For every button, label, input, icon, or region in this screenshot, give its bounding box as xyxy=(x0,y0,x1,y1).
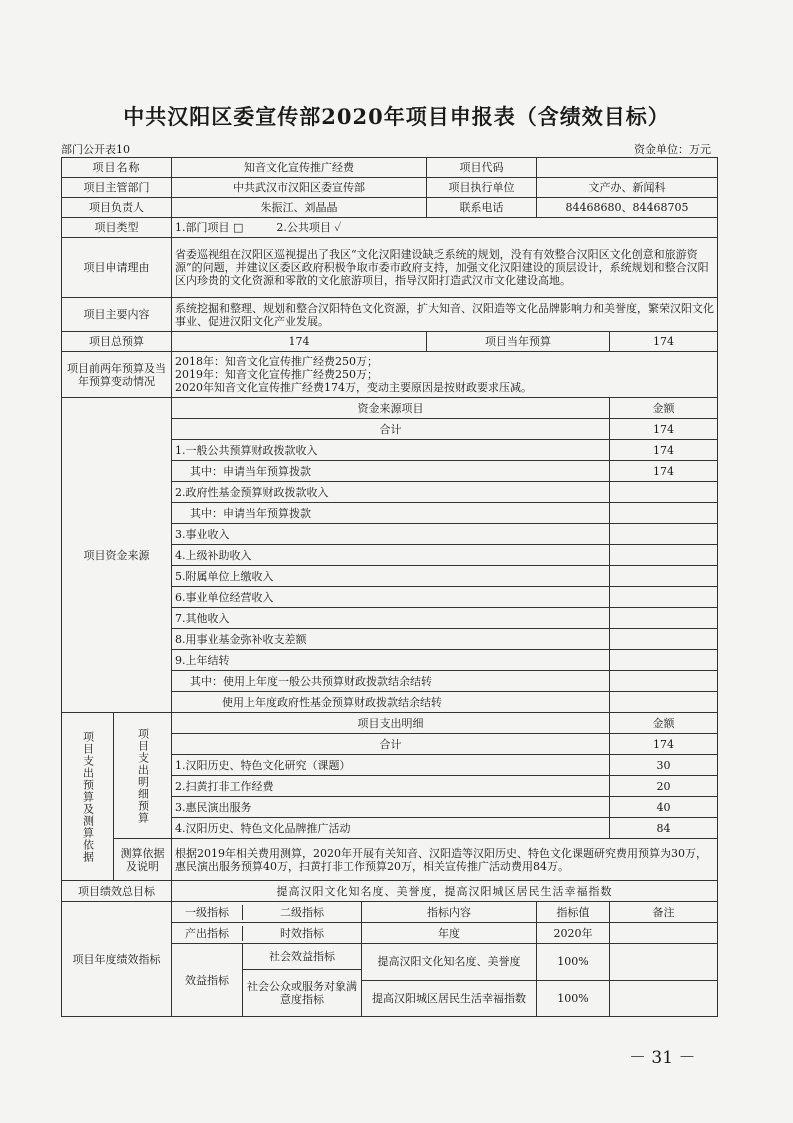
expense-row-item: 合计 xyxy=(172,734,610,755)
funding-row-item: 其中：申请当年预算拨款 xyxy=(172,503,610,524)
funding-row-item: 合计 xyxy=(172,419,610,440)
expense-row-amount: 84 xyxy=(610,818,718,839)
funding-row-amount xyxy=(610,482,718,503)
expense-row-amount: 174 xyxy=(610,734,718,755)
form-number: 部门公开表10 xyxy=(61,143,130,156)
content-text: 系统挖掘和整理、规划和整合汉阳特色文化资源，扩大知音、汉阳造等文化品牌影响力和美誉度，繁荣汉阳文化事业、促进汉阳文化产业发展。 xyxy=(172,298,718,332)
history-text xyxy=(172,352,718,398)
funding-row-amount xyxy=(610,587,718,608)
funding-row-amount xyxy=(610,503,718,524)
expense-row-amount: 40 xyxy=(610,797,718,818)
annual-row-l2: 社会效益指标 xyxy=(243,944,362,969)
content-label: 项目主要内容 xyxy=(62,298,172,332)
expense-inner-label-text: 项目支出明细预算 xyxy=(136,727,150,824)
annual-header xyxy=(172,902,362,923)
basis-label: 测算依据及说明 xyxy=(114,839,172,881)
annual-row-content: 年度 xyxy=(362,923,537,944)
history-line: 2020年知音文化宣传推广经费174万，变动主要原因是按财政要求压减。 xyxy=(175,381,532,394)
owner-label: 项目负责人 xyxy=(62,198,172,218)
annual-header-l1: 一级指标 xyxy=(172,905,243,920)
annual-row-content: 提高汉阳城区居民生活幸福指数 xyxy=(362,980,537,1017)
history-line: 2018年：知音文化宣传推广经费250万； xyxy=(175,355,378,368)
project-code-value xyxy=(537,158,718,178)
annual-row-l2: 社会公众或服务对象满意度指标 xyxy=(247,979,357,1006)
project-code-label: 项目代码 xyxy=(427,158,537,178)
type-value: 1.部门项目 □ 2.公共项目 ✓ xyxy=(172,218,718,238)
expense-inner-label xyxy=(114,713,172,839)
total-budget-value: 174 xyxy=(172,332,427,352)
annual-label: 项目年度绩效指标 xyxy=(62,902,172,1017)
history-line: 2019年：知音文化宣传推广经费250万； xyxy=(175,368,378,381)
project-name-value: 知音文化宣传推广经费 xyxy=(172,158,427,178)
expense-outer-label xyxy=(62,713,114,881)
perf-goal-text: 提高汉阳文化知名度、美誉度，提高汉阳城区居民生活幸福指数 xyxy=(172,881,718,902)
funding-row-amount xyxy=(610,608,718,629)
funding-col-item: 资金来源项目 xyxy=(172,398,610,419)
annual-header-value: 指标值 xyxy=(537,902,610,923)
annual-row-note xyxy=(610,923,718,944)
annual-row-note xyxy=(610,980,718,1017)
funding-row-item: 其中：使用上年度一般公共预算财政拨款结余结转 xyxy=(172,671,610,692)
funding-row-amount xyxy=(610,671,718,692)
expense-row-amount: 20 xyxy=(610,776,718,797)
owner-value: 朱振江、刘晶晶 xyxy=(172,198,427,218)
expense-row-item: 3.惠民演出服务 xyxy=(172,797,610,818)
funding-row-item: 6.事业单位经营收入 xyxy=(172,587,610,608)
phone-label: 联系电话 xyxy=(427,198,537,218)
perf-goal-label: 项目绩效总目标 xyxy=(62,881,172,902)
reason-text: 省委巡视组在汉阳区巡视提出了我区“文化汉阳建设缺乏系统的规划，没有有效整合汉阳区文化创意和旅游资源”的问题，并建议区委区政府积极争取市委市政府支持，加强文化汉阳建设的顶层设计，系统规划和整合汉阳区内珍贵的文化资源和零散的文化旅游项目，指导汉阳打造武汉市文化建设高地。 xyxy=(172,238,718,298)
dept-value: 中共武汉市汉阳区委宣传部 xyxy=(172,178,427,198)
annual-row-l1: 效益指标 xyxy=(172,944,243,1016)
expense-col-amount: 金额 xyxy=(610,713,718,734)
funding-row-item: 使用上年度政府性基金预算财政拨款结余结转 xyxy=(172,692,610,713)
annual-row-l1: 产出指标 xyxy=(172,926,243,941)
project-application-form xyxy=(61,157,718,1017)
dept-label: 项目主管部门 xyxy=(62,178,172,198)
funding-row-amount xyxy=(610,692,718,713)
funding-row-item: 2.政府性基金预算财政拨款收入 xyxy=(172,482,610,503)
annual-header-note: 备注 xyxy=(610,902,718,923)
annual-row-value: 100% xyxy=(537,980,610,1017)
page-number: － 31 － xyxy=(629,1048,696,1068)
annual-header-l2: 二级指标 xyxy=(280,905,324,919)
annual-row-value: 2020年 xyxy=(537,923,610,944)
annual-header-content: 指标内容 xyxy=(362,902,537,923)
basis-text: 根据2019年相关费用测算，2020年开展有关知音、汉阳造等汉阳历史、特色文化课题研究费用预算为30万，惠民演出服务预算40万，扫黄打非工作预算20万，相关宣传推广活动费用84万。 xyxy=(172,839,718,881)
year-budget-label: 项目当年预算 xyxy=(427,332,610,352)
currency-unit: 资金单位：万元 xyxy=(634,143,711,156)
expense-col-item: 项目支出明细 xyxy=(172,713,610,734)
funding-row-item: 1.一般公共预算财政拨款收入 xyxy=(172,440,610,461)
funding-row-amount xyxy=(610,566,718,587)
year-budget-value: 174 xyxy=(610,332,718,352)
expense-outer-label-text: 项目支出预算及测算依据 xyxy=(81,730,95,863)
funding-row-item: 9.上年结转 xyxy=(172,650,610,671)
funding-row-amount xyxy=(610,650,718,671)
reason-label: 项目申请理由 xyxy=(62,238,172,298)
project-name-label: 项目名称 xyxy=(62,158,172,178)
funding-row-amount xyxy=(610,629,718,650)
history-label: 项目前两年预算及当年预算变动情况 xyxy=(62,352,172,398)
exec-unit-label: 项目执行单位 xyxy=(427,178,537,198)
annual-row-note xyxy=(610,944,718,981)
funding-row-item: 8.用事业基金弥补收支差额 xyxy=(172,629,610,650)
funding-row-item: 7.其他收入 xyxy=(172,608,610,629)
expense-row-item: 1.汉阳历史、特色文化研究（课题） xyxy=(172,755,610,776)
funding-row-item: 3.事业收入 xyxy=(172,524,610,545)
funding-label: 项目资金来源 xyxy=(62,398,172,713)
annual-row-value: 100% xyxy=(537,944,610,981)
phone-value: 84468680、84468705 xyxy=(537,198,718,218)
exec-unit-value: 文产办、新闻科 xyxy=(537,178,718,198)
annual-row-l2: 时效指标 xyxy=(280,926,324,940)
annual-row-group xyxy=(172,944,362,1017)
expense-row-item: 2.扫黄打非工作经费 xyxy=(172,776,610,797)
funding-row-item: 5.附属单位上缴收入 xyxy=(172,566,610,587)
annual-row xyxy=(172,923,362,944)
expense-row-item: 4.汉阳历史、特色文化品牌推广活动 xyxy=(172,818,610,839)
funding-col-amount: 金额 xyxy=(610,398,718,419)
funding-row-item: 其中：申请当年预算拨款 xyxy=(172,461,610,482)
funding-row-amount xyxy=(610,524,718,545)
funding-row-amount xyxy=(610,545,718,566)
funding-row-amount: 174 xyxy=(610,419,718,440)
total-budget-label: 项目总预算 xyxy=(62,332,172,352)
annual-row-content: 提高汉阳文化知名度、美誉度 xyxy=(362,944,537,981)
document-title: 中共汉阳区委宣传部2020年项目申报表（含绩效目标） xyxy=(123,104,670,129)
type-label: 项目类型 xyxy=(62,218,172,238)
funding-row-amount: 174 xyxy=(610,461,718,482)
funding-row-amount: 174 xyxy=(610,440,718,461)
funding-row-item: 4.上级补助收入 xyxy=(172,545,610,566)
expense-row-amount: 30 xyxy=(610,755,718,776)
